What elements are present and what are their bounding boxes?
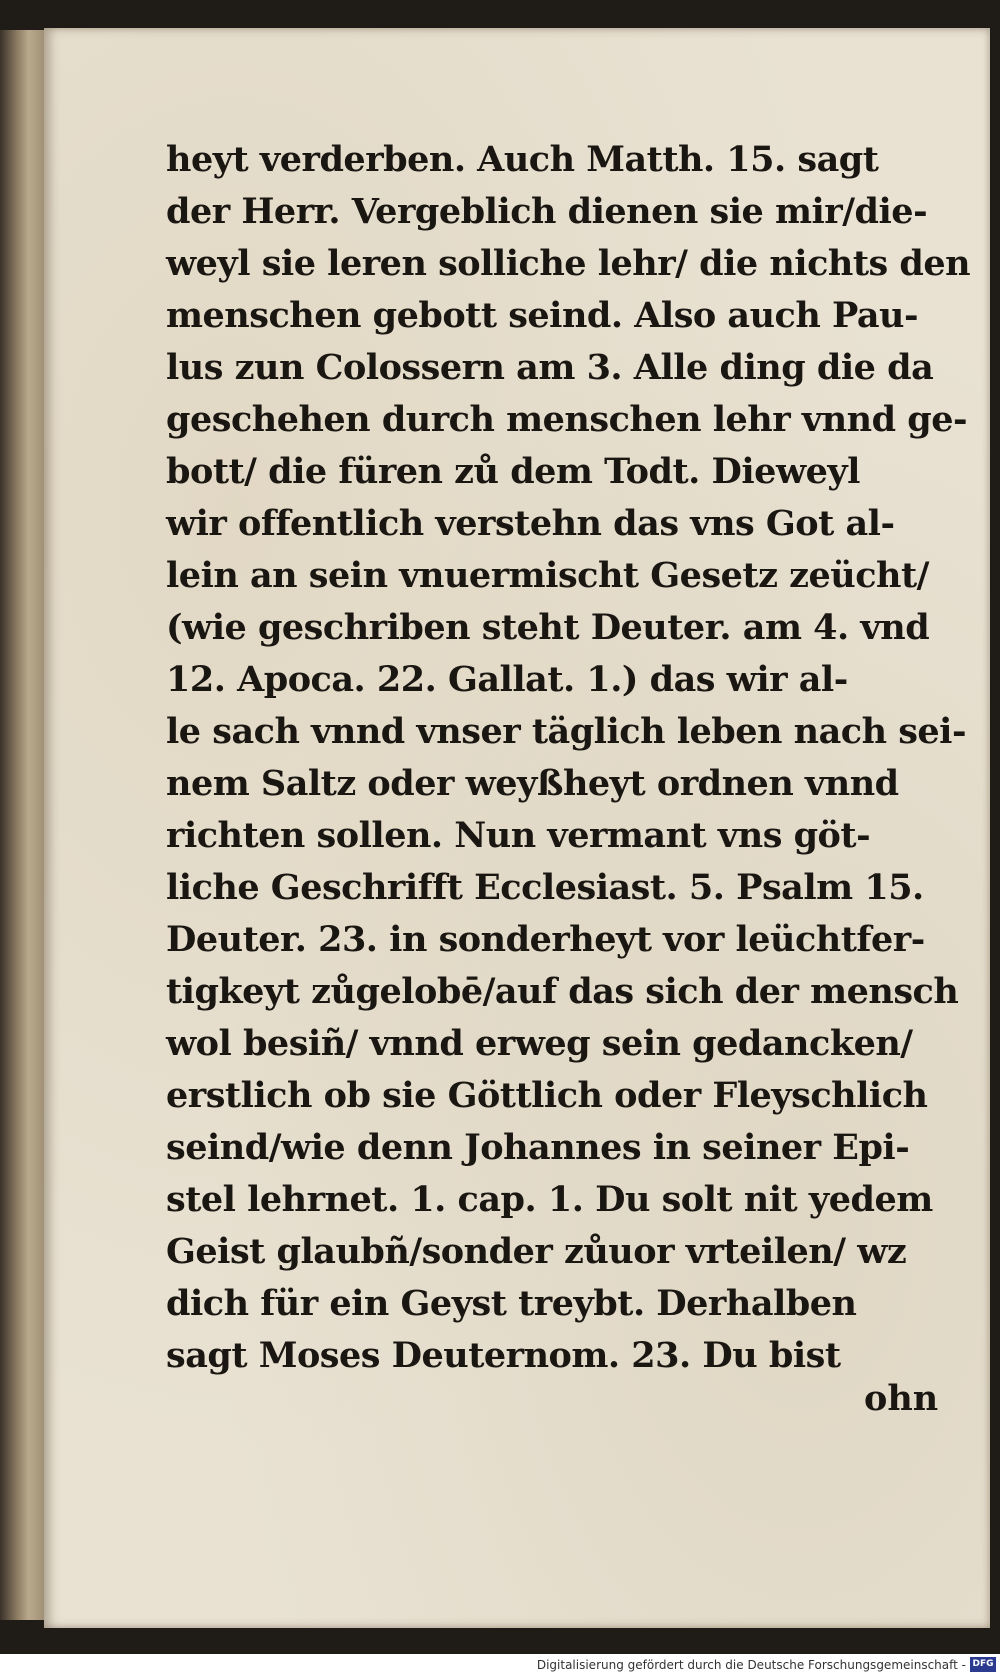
text-line: liche Geschrifft Ecclesiast. 5. Psalm 15. <box>166 867 924 908</box>
text-line: menschen gebott seind. Also auch Pau- <box>166 295 919 336</box>
text-line: weyl sie leren solliche lehr/ die nichts den <box>166 243 971 284</box>
catchword: ohn <box>864 1378 939 1419</box>
text-line: lus zun Colossern am 3. Alle ding die da <box>166 347 934 388</box>
page-text <box>166 134 971 1382</box>
text-line: stel lehrnet. 1. cap. 1. Du solt nit yedem <box>166 1179 933 1220</box>
text-line: der Herr. Vergeblich dienen sie mir/die- <box>166 191 928 232</box>
text-line: Geist glaubñ/sonder zůuor vrteilen/ wz <box>166 1231 907 1272</box>
text-line: sagt Moses Deuternom. 23. Du bist <box>166 1335 841 1376</box>
text-line: tigkeyt zůgelobē/auf das sich der mensch <box>166 971 959 1012</box>
text-line: richten sollen. Nun vermant vns göt- <box>166 815 871 856</box>
text-line: lein an sein vnuermischt Gesetz zeücht/ <box>166 555 929 596</box>
dfg-logo: DFG <box>970 1657 996 1672</box>
text-line: Deuter. 23. in sonderheyt vor leüchtfer- <box>166 919 925 960</box>
text-line: wol besiñ/ vnnd erweg sein gedancken/ <box>166 1023 913 1064</box>
text-line: 12. Apoca. 22. Gallat. 1.) das wir al- <box>166 659 848 700</box>
text-line: erstlich ob sie Göttlich oder Fleyschlich <box>166 1075 928 1116</box>
book-edge <box>0 30 48 1620</box>
text-line: wir offentlich verstehn das vns Got al- <box>166 503 895 544</box>
text-line: nem Saltz oder weyßheyt ordnen vnnd <box>166 763 899 804</box>
text-line: seind/wie denn Johannes in seiner Epi- <box>166 1127 910 1168</box>
text-line: (wie geschriben steht Deuter. am 4. vnd <box>166 607 930 648</box>
text-line: dich für ein Geyst treybt. Derhalben <box>166 1283 857 1324</box>
text-line: bott/ die füren zů dem Todt. Dieweyl <box>166 451 860 492</box>
text-line: le sach vnnd vnser täglich leben nach sei- <box>166 711 966 752</box>
digitization-credit: Digitalisierung gefördert durch die Deutsche Forschungsgemeinschaft - <box>536 1658 966 1672</box>
text-line: heyt verderben. Auch Matth. 15. sagt <box>166 139 879 180</box>
text-line: geschehen durch menschen lehr vnnd ge- <box>166 399 968 440</box>
